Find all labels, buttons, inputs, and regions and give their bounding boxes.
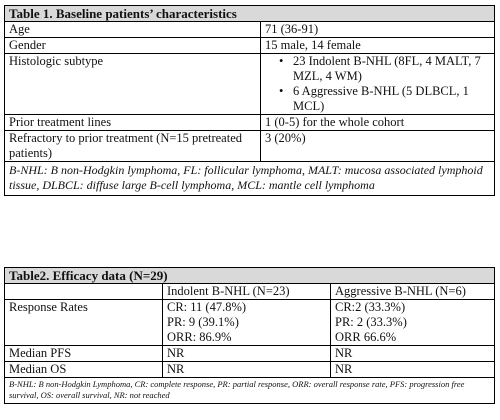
subtype-list (265, 54, 490, 114)
table-row (5, 54, 495, 115)
table-row (5, 346, 495, 362)
os-aggressive: NR (331, 362, 495, 378)
aggressive-pr: PR: 2 (33.3%) (335, 315, 407, 329)
pfs-aggressive: NR (331, 346, 495, 362)
response-indolent (163, 300, 331, 346)
header-empty (5, 284, 163, 300)
table2-footnote: B-NHL: B non-Hodgkin Lymphoma, CR: complete response, PR: partial response, ORR: overall response rate, PFS: progression free survival, OS: overall survival, NR: not reached (5, 378, 495, 404)
table-row (5, 362, 495, 378)
subtype-indolent: • 23 Indolent B-NHL (8FL, 4 MALT, 7 MZL, 4 WM) (293, 54, 490, 84)
table1-footnote: B-NHL: B non-Hodgkin lymphoma, FL: follicular lymphoma, MALT: mucosa associated lymphoid tissue, DLBCL: diffuse large B-cell lymphoma, MCL: mantle cell lymphoma (5, 162, 495, 196)
baseline-characteristics-table (4, 5, 495, 196)
efficacy-data-table (4, 267, 495, 404)
table2-caption: Table2. Efficacy data (N=29) (5, 268, 495, 284)
response-aggressive (331, 300, 495, 346)
subtype-aggressive: • 6 Aggressive B-NHL (5 DLBCL, 1 MCL) (293, 84, 490, 114)
indolent-cr: CR: 11 (47.8%) (167, 300, 247, 314)
aggressive-cr: CR:2 (33.3%) (335, 300, 406, 314)
indolent-pr: PR: 9 (39.1%) (167, 315, 239, 329)
row-label-median-pfs: Median PFS (5, 346, 163, 362)
row-label-histologic-subtype: Histologic subtype (5, 54, 261, 115)
row-label-prior-treatment-lines: Prior treatment lines (5, 115, 261, 131)
table-row (5, 115, 495, 131)
row-label-gender: Gender (5, 38, 261, 54)
table1-caption: Table 1. Baseline patients’ characteristics (5, 6, 495, 22)
header-aggressive: Aggressive B-NHL (N=6) (331, 284, 495, 300)
row-label-refractory: Refractory to prior treatment (N=15 pretreated patients) (5, 131, 261, 162)
table-row (5, 38, 495, 54)
row-value-refractory: 3 (20%) (261, 131, 495, 162)
row-value-histologic-subtype (261, 54, 495, 115)
row-label-age: Age (5, 22, 261, 38)
header-indolent: Indolent B-NHL (N=23) (163, 284, 331, 300)
os-indolent: NR (163, 362, 331, 378)
row-value-gender: 15 male, 14 female (261, 38, 495, 54)
row-value-age: 71 (36-91) (261, 22, 495, 38)
row-label-median-os: Median OS (5, 362, 163, 378)
table-row (5, 300, 495, 346)
indolent-orr: ORR: 86.9% (167, 330, 232, 344)
table-row (5, 22, 495, 38)
aggressive-orr: ORR 66.6% (335, 330, 397, 344)
table-header-row (5, 284, 495, 300)
row-label-response-rates: Response Rates (5, 300, 163, 346)
row-value-prior-treatment-lines: 1 (0-5) for the whole cohort (261, 115, 495, 131)
pfs-indolent: NR (163, 346, 331, 362)
table-row (5, 131, 495, 162)
